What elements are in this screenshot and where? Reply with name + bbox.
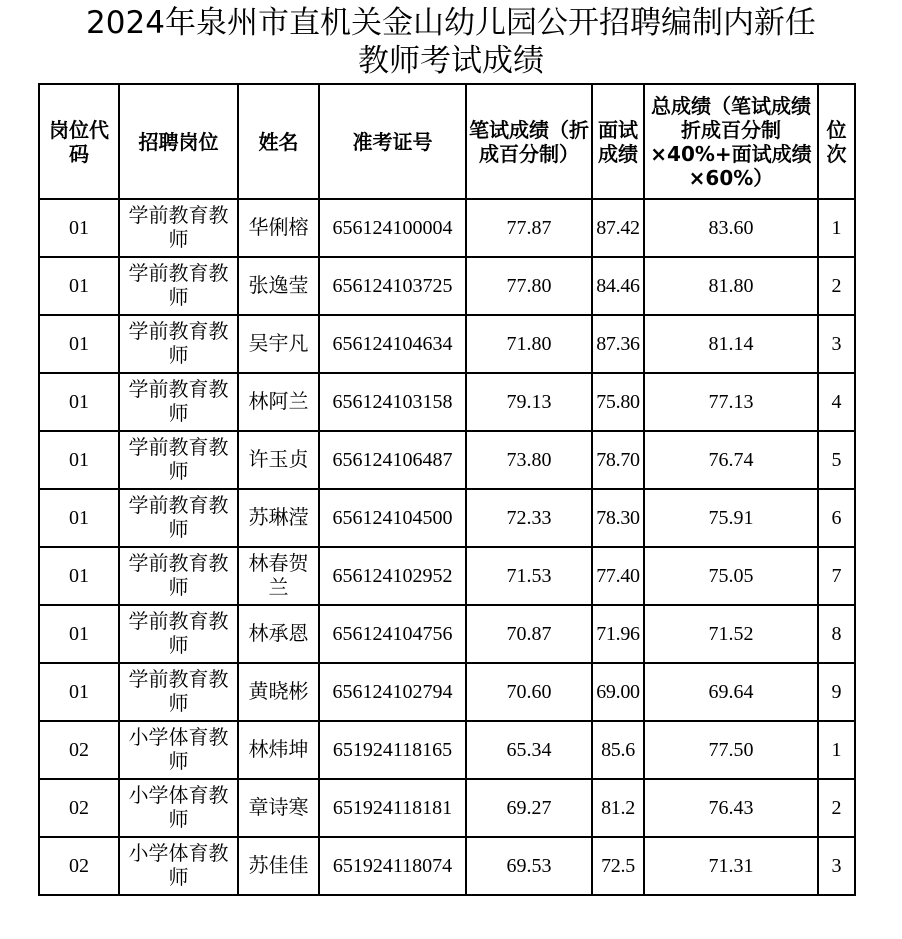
cell-name: 章诗寒: [238, 779, 319, 837]
cell-code: 02: [39, 721, 119, 779]
table-row: [39, 663, 855, 721]
cell-rank: 4: [818, 373, 855, 431]
cell-position: 学前教育教师: [119, 489, 238, 547]
cell-rank: 1: [818, 721, 855, 779]
cell-rank: 2: [818, 779, 855, 837]
header-interview: 面试成绩: [592, 84, 644, 199]
cell-total: 75.91: [644, 489, 818, 547]
cell-name: 华俐榕: [238, 199, 319, 257]
cell-interview: 75.80: [592, 373, 644, 431]
cell-ticket: 656124103725: [319, 257, 466, 315]
cell-total: 81.80: [644, 257, 818, 315]
cell-ticket: 651924118165: [319, 721, 466, 779]
table-row: [39, 257, 855, 315]
cell-position: 小学体育教师: [119, 837, 238, 895]
table-header: [39, 84, 855, 199]
cell-interview: 77.40: [592, 547, 644, 605]
cell-name: 苏佳佳: [238, 837, 319, 895]
cell-ticket: 656124104500: [319, 489, 466, 547]
cell-written: 69.27: [466, 779, 592, 837]
header-total: 总成绩（笔试成绩折成百分制×40%+面试成绩×60%）: [644, 84, 818, 199]
cell-written: 70.60: [466, 663, 592, 721]
cell-total: 77.13: [644, 373, 818, 431]
cell-rank: 9: [818, 663, 855, 721]
cell-interview: 85.6: [592, 721, 644, 779]
cell-rank: 3: [818, 315, 855, 373]
cell-code: 01: [39, 663, 119, 721]
table-row: [39, 315, 855, 373]
cell-rank: 8: [818, 605, 855, 663]
table-row: [39, 431, 855, 489]
cell-interview: 84.46: [592, 257, 644, 315]
cell-total: 71.52: [644, 605, 818, 663]
cell-code: 01: [39, 431, 119, 489]
table-row: [39, 837, 855, 895]
cell-code: 01: [39, 257, 119, 315]
table-row: [39, 721, 855, 779]
header-written: 笔试成绩（折成百分制）: [466, 84, 592, 199]
cell-total: 83.60: [644, 199, 818, 257]
header-code: 岗位代码: [39, 84, 119, 199]
cell-written: 73.80: [466, 431, 592, 489]
cell-interview: 87.42: [592, 199, 644, 257]
table-row: [39, 547, 855, 605]
cell-rank: 5: [818, 431, 855, 489]
cell-ticket: 656124103158: [319, 373, 466, 431]
document-title: [0, 4, 902, 80]
header-rank: 位次: [818, 84, 855, 199]
cell-position: 学前教育教师: [119, 663, 238, 721]
cell-position: 学前教育教师: [119, 373, 238, 431]
header-position: 招聘岗位: [119, 84, 238, 199]
cell-interview: 71.96: [592, 605, 644, 663]
cell-interview: 87.36: [592, 315, 644, 373]
title-line-2: 教师考试成绩: [358, 43, 544, 79]
cell-position: 小学体育教师: [119, 779, 238, 837]
cell-ticket: 656124106487: [319, 431, 466, 489]
cell-total: 76.43: [644, 779, 818, 837]
cell-interview: 78.30: [592, 489, 644, 547]
cell-total: 76.74: [644, 431, 818, 489]
cell-code: 01: [39, 315, 119, 373]
table-row: [39, 605, 855, 663]
cell-ticket: 656124102794: [319, 663, 466, 721]
cell-position: 学前教育教师: [119, 315, 238, 373]
cell-written: 72.33: [466, 489, 592, 547]
cell-name: 林阿兰: [238, 373, 319, 431]
table-row: [39, 779, 855, 837]
cell-ticket: 651924118074: [319, 837, 466, 895]
cell-position: 学前教育教师: [119, 257, 238, 315]
cell-written: 77.80: [466, 257, 592, 315]
title-line-1: 2024年泉州市直机关金山幼儿园公开招聘编制内新任: [86, 5, 816, 41]
cell-code: 01: [39, 605, 119, 663]
cell-written: 69.53: [466, 837, 592, 895]
cell-rank: 3: [818, 837, 855, 895]
cell-code: 01: [39, 199, 119, 257]
cell-written: 71.80: [466, 315, 592, 373]
table-body: [39, 199, 855, 895]
cell-interview: 69.00: [592, 663, 644, 721]
table-row: [39, 373, 855, 431]
cell-name: 苏琳滢: [238, 489, 319, 547]
cell-rank: 1: [818, 199, 855, 257]
cell-position: 学前教育教师: [119, 431, 238, 489]
cell-code: 02: [39, 837, 119, 895]
header-row: [39, 84, 855, 199]
cell-total: 75.05: [644, 547, 818, 605]
cell-name: 林承恩: [238, 605, 319, 663]
cell-code: 01: [39, 373, 119, 431]
cell-name: 许玉贞: [238, 431, 319, 489]
cell-total: 69.64: [644, 663, 818, 721]
cell-total: 81.14: [644, 315, 818, 373]
cell-rank: 2: [818, 257, 855, 315]
cell-name: 张逸莹: [238, 257, 319, 315]
cell-ticket: 656124104756: [319, 605, 466, 663]
cell-interview: 81.2: [592, 779, 644, 837]
cell-name: 林炜坤: [238, 721, 319, 779]
cell-ticket: 656124100004: [319, 199, 466, 257]
cell-name: 黄晓彬: [238, 663, 319, 721]
cell-ticket: 656124102952: [319, 547, 466, 605]
cell-position: 学前教育教师: [119, 547, 238, 605]
cell-code: 01: [39, 547, 119, 605]
cell-interview: 72.5: [592, 837, 644, 895]
cell-position: 小学体育教师: [119, 721, 238, 779]
cell-interview: 78.70: [592, 431, 644, 489]
cell-written: 65.34: [466, 721, 592, 779]
cell-position: 学前教育教师: [119, 605, 238, 663]
cell-written: 77.87: [466, 199, 592, 257]
cell-written: 70.87: [466, 605, 592, 663]
cell-total: 71.31: [644, 837, 818, 895]
cell-total: 77.50: [644, 721, 818, 779]
cell-ticket: 651924118181: [319, 779, 466, 837]
cell-written: 79.13: [466, 373, 592, 431]
cell-name: 林春贺兰: [238, 547, 319, 605]
cell-code: 01: [39, 489, 119, 547]
cell-position: 学前教育教师: [119, 199, 238, 257]
cell-rank: 7: [818, 547, 855, 605]
cell-ticket: 656124104634: [319, 315, 466, 373]
table-row: [39, 199, 855, 257]
header-name: 姓名: [238, 84, 319, 199]
cell-code: 02: [39, 779, 119, 837]
table-row: [39, 489, 855, 547]
scores-table: [38, 83, 856, 896]
cell-written: 71.53: [466, 547, 592, 605]
cell-name: 吴宇凡: [238, 315, 319, 373]
header-ticket: 准考证号: [319, 84, 466, 199]
cell-rank: 6: [818, 489, 855, 547]
